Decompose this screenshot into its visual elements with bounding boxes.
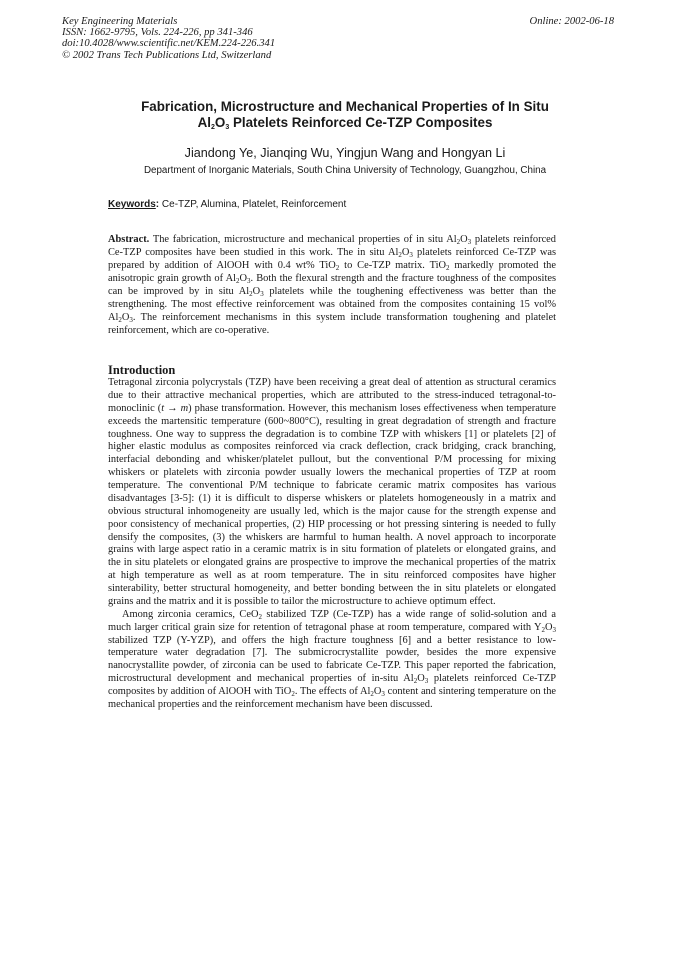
journal-name: Key Engineering Materials xyxy=(62,16,178,27)
abstract-text: O xyxy=(121,312,130,324)
intro-paragraph-2 xyxy=(108,609,556,712)
paragraph-text: O xyxy=(417,673,425,685)
abstract-text: platelets reinforced Ce-TZP composites have been studied in this work. The in situ Al xyxy=(108,234,556,259)
abstract-text: platelets while the toughening effectiveness was better than the strengthening. The most effective reinforcement was obtained from the composites containing 15 vol% Al xyxy=(108,286,556,324)
keywords xyxy=(108,199,346,211)
paragraph-text: Among zirconia ceramics, CeO xyxy=(122,608,259,620)
subscript: 3 xyxy=(129,316,133,325)
paragraph-text: ) phase transformation. However, this mechanism loses effectiveness when temperature exceeds the martensitic temperature (600~800°C), resulting in great degradation of strength and fracture toughness. One way to suppress the degradation is to combine TZP with whiskers [1] or platelets [2] of higher elastic modulus as composites reinforced via crack deflection, crack bridging, crack branching, interfacial debonding and whisker/platelet pullout, but the conventional P/M processing for mixing whiskers or platelets with zirconia powder usually lowers the mechanical properties of TZP at room temperature. The conventional P/M technique to fabricate ceramic matrix composites has various disadvantages [3-5]: (1) it is difficult to disperse whiskers or platelets homogeneously in a matrix and obvious structural inhomogeneity are usually led, which is the major cause for the strength expense and poor consistency of mechanical properties, (2) HIP processing or hot pressing sintering is needed to fully densify the composites, (3) the whiskers are harmful to human health. A novel approach to incorporate grains with large aspect ratio in a ceramic matrix is in situ formation of platelets or elongated grains, and the in situ platelets or elongated grains are prospective to improve the mechanical properties of the matrix at high temperature as well as at room temperature. The in situ reinforced composites have higher sinterability, better structural homogeneity, and better bonding between the in situ platelets or elongated grains and the matrix and it is possible to tailor the microstructure to achieve optimum effect. xyxy=(108,402,556,607)
doi-line: doi:10.4028/www.scientific.net/KEM.224-226.341 xyxy=(62,38,276,50)
subscript: 2 xyxy=(446,264,450,273)
title-text: Platelets Reinforced Ce-TZP Composites xyxy=(229,115,493,130)
phase-symbol: t xyxy=(161,402,165,414)
paragraph-text: O xyxy=(373,686,382,697)
subscript: 2 xyxy=(398,251,402,260)
abstract-label: Abstract. xyxy=(108,234,150,245)
subscript: 2 xyxy=(249,290,253,299)
abstract-text: platelets reinforced Ce-TZP was prepared by addition of AlOOH with 0.4 wt% TiO xyxy=(108,247,556,272)
abstract-text: markedly promoted the anisotropic grain growth of Al xyxy=(108,260,556,285)
section-heading-introduction: Introduction xyxy=(108,363,176,377)
online-date: Online: 2002-06-18 xyxy=(529,16,614,27)
subscript: 2 xyxy=(335,264,340,273)
abstract xyxy=(108,233,556,337)
abstract-text: O xyxy=(460,234,468,245)
introduction-body xyxy=(108,377,556,712)
author-list: Jiandong Ye, Jianqing Wu, Yingjun Wang and Hongyan Li xyxy=(184,146,506,160)
journal-header xyxy=(62,16,275,61)
keywords-text: Ce-TZP, Alumina, Platelet, Reinforcement xyxy=(159,199,347,210)
subscript: 2 xyxy=(211,124,215,131)
paper-title xyxy=(90,99,600,131)
subscript: 3 xyxy=(424,677,429,686)
subscript: 3 xyxy=(260,290,264,299)
keywords-label: Keywords xyxy=(108,199,156,210)
title-text: Al xyxy=(197,115,211,130)
abstract-text: . The reinforcement mechanisms in this system include transformation toughening and platelet reinforcement, which are co-operative. xyxy=(108,312,556,337)
copyright-line: © 2002 Trans Tech Publications Ltd, Switzerland xyxy=(62,49,272,61)
subscript: 2 xyxy=(370,690,374,698)
subscript: 3 xyxy=(225,124,230,131)
subscript: 3 xyxy=(247,277,251,286)
phase-symbol: m xyxy=(180,402,189,414)
paragraph-text: platelets reinforced Ce-TZP composites by addition of AlOOH with TiO xyxy=(108,673,556,697)
title-line-2 xyxy=(90,115,600,131)
subscript: 2 xyxy=(258,612,262,621)
paragraph-text: stabilized TZP (Ce-TZP) has a wide range of solid-solution and a much larger critical grain size for retention of tetragonal phase at room temperature, compared with Y xyxy=(108,608,556,633)
abstract-text: O xyxy=(401,247,410,259)
subscript: 2 xyxy=(118,316,122,325)
intro-paragraph-1 xyxy=(108,377,556,609)
issn-line: ISSN: 1662-9795, Vols. 224-226, pp 341-346 xyxy=(62,27,253,39)
subscript: 2 xyxy=(413,677,418,686)
paragraph-text: content and sintering temperature on the mechanical properties and the reinforcement mechanism have been discussed. xyxy=(108,686,556,710)
paragraph-text: Tetragonal zirconia polycrystals (TZP) have been receiving a great deal of attention as structural ceramics due to their attractive mechanical properties, which are attributed to the stress-induced tetragonal-to-monoclinic ( xyxy=(108,377,556,414)
subscript: 2 xyxy=(456,238,461,246)
keywords-colon: : xyxy=(155,199,160,210)
subscript: 2 xyxy=(541,625,545,634)
subscript: 2 xyxy=(291,690,295,698)
abstract-text: The fabrication, microstructure and mechanical properties of in situ Al xyxy=(149,234,457,245)
title-text: O xyxy=(214,115,226,130)
subscript: 3 xyxy=(552,625,556,634)
subscript: 2 xyxy=(236,277,240,286)
subscript: 3 xyxy=(381,690,385,698)
title-line-1: Fabrication, Microstructure and Mechanical Properties of In Situ xyxy=(141,99,549,114)
subscript: 3 xyxy=(467,238,472,246)
paragraph-text: O xyxy=(544,621,553,633)
paragraph-text: stabilized TZP (Y-YZP), and offers the high fracture toughness [6] and a better resistance to low-temperature water degradation [7]. The submicrocrystallite powder, besides the more expensive nanocrystallite powder, of zirconia can be used to fabricate Ce-TZP. This paper reported the fabrication, microstructural development and mechanical properties of in-situ Al xyxy=(108,634,556,685)
affiliation: Department of Inorganic Materials, South China University of Technology, Guangzhou, China xyxy=(143,165,547,176)
abstract-text: O xyxy=(252,286,261,298)
paragraph-text: . The effects of Al xyxy=(294,686,371,697)
abstract-text: O xyxy=(239,273,248,285)
abstract-text: . Both the flexural strength and the fracture toughness of the composites can be improved by in situ Al xyxy=(108,273,556,298)
abstract-text: to Ce-TZP matrix. TiO xyxy=(339,260,446,272)
subscript: 3 xyxy=(409,251,413,260)
arrow-symbol: → xyxy=(164,402,181,414)
